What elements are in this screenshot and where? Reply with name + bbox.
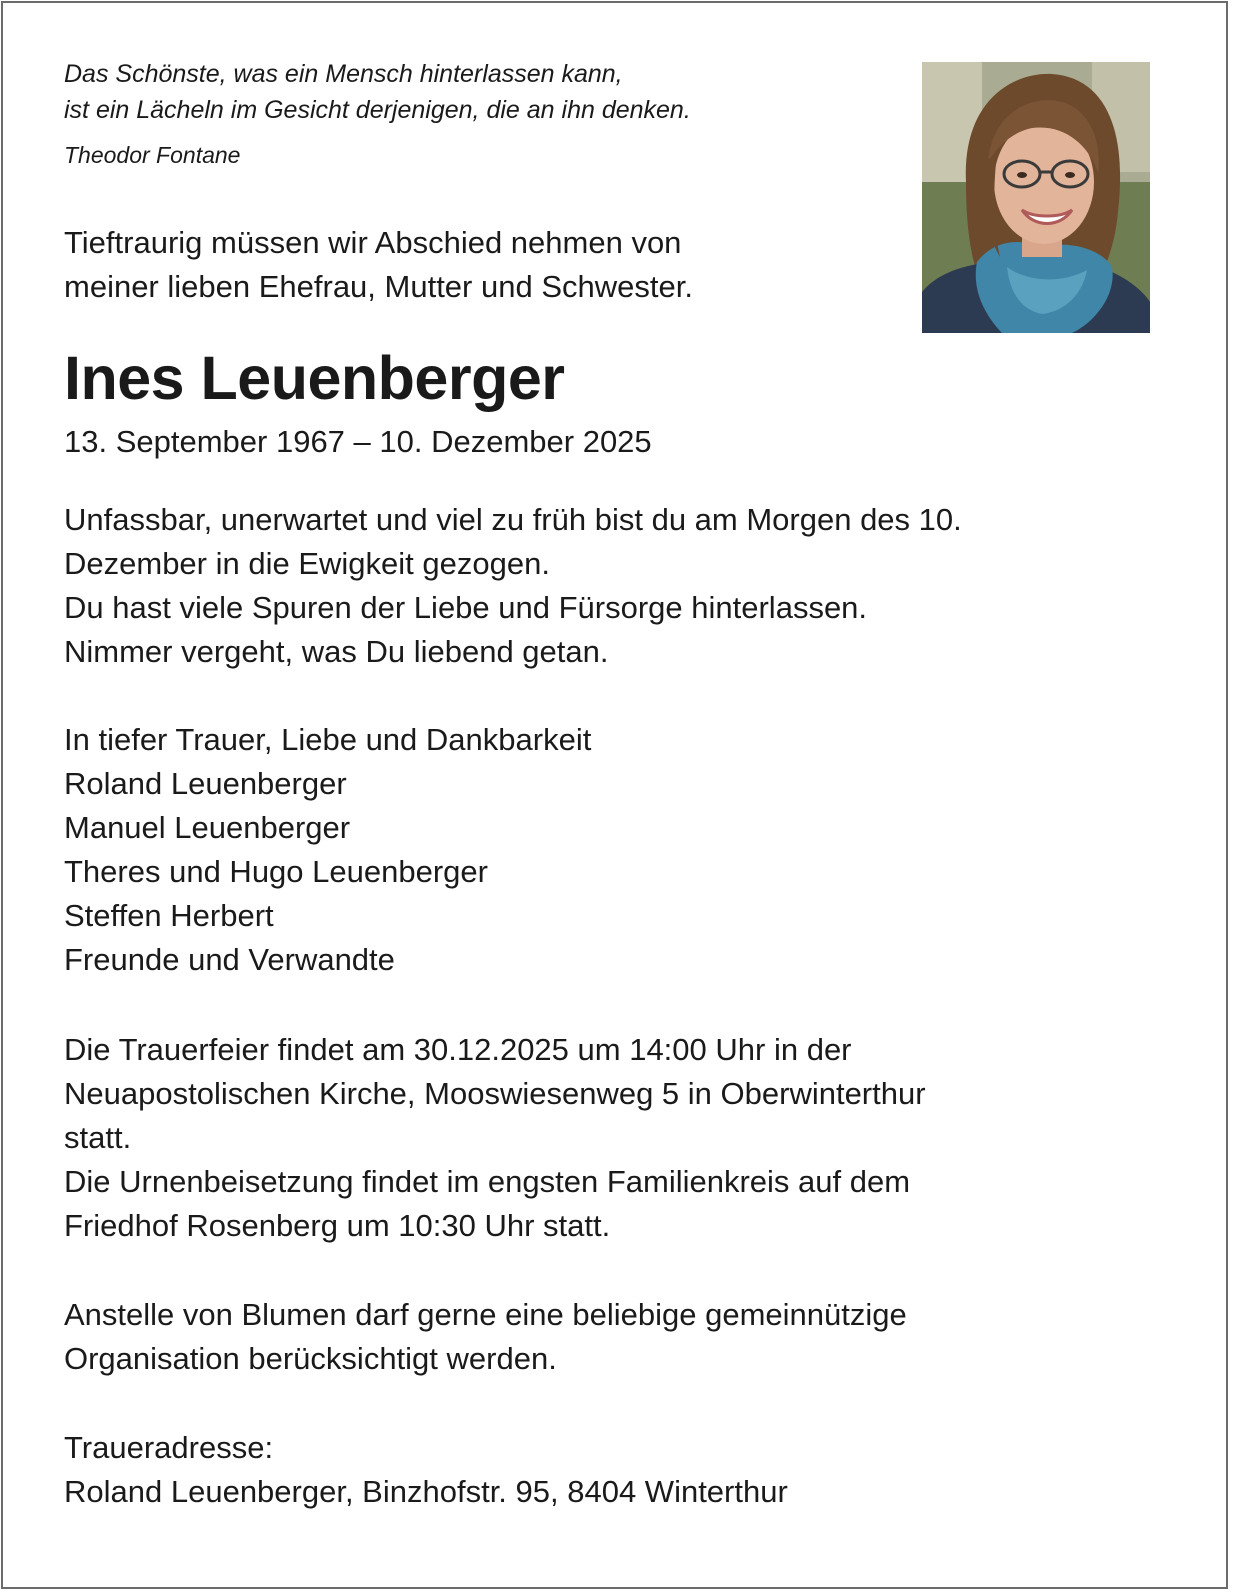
deceased-dates: 13. September 1967 – 10. Dezember 2025 (64, 424, 652, 459)
message-line-1: Unfassbar, unerwartet und viel zu früh bist du am Morgen des 10. (64, 502, 962, 537)
message-line-2: Dezember in die Ewigkeit gezogen. (64, 546, 550, 581)
ceremony-line-3: statt. (64, 1120, 132, 1155)
mourner-name: Freunde und Verwandte (64, 942, 395, 977)
address-label: Traueradresse: (64, 1430, 274, 1465)
mourner-name: Theres und Hugo Leuenberger (64, 854, 488, 889)
donation-line-2: Organisation berücksichtigt werden. (64, 1341, 557, 1376)
message-line-4: Nimmer vergeht, was Du liebend getan. (64, 634, 609, 669)
donation-line-1: Anstelle von Blumen darf gerne eine beliebige gemeinnützige (64, 1297, 907, 1332)
intro-line-1: Tieftraurig müssen wir Abschied nehmen von (64, 225, 682, 260)
ceremony-line-4: Die Urnenbeisetzung findet im engsten Familienkreis auf dem (64, 1164, 911, 1199)
address-value: Roland Leuenberger, Binzhofstr. 95, 8404 Winterthur (64, 1474, 788, 1509)
mourners-heading: In tiefer Trauer, Liebe und Dankbarkeit (64, 722, 592, 757)
ceremony-line-2: Neuapostolischen Kirche, Mooswiesenweg 5 in Oberwinterthur (64, 1076, 926, 1111)
ceremony-line-1: Die Trauerfeier findet am 30.12.2025 um 14:00 Uhr in der (64, 1032, 852, 1067)
portrait-illustration (922, 62, 1150, 333)
message-line-3: Du hast viele Spuren der Liebe und Fürsorge hinterlassen. (64, 590, 868, 625)
ceremony-line-5: Friedhof Rosenberg um 10:30 Uhr statt. (64, 1208, 611, 1243)
quote-author: Theodor Fontane (64, 142, 241, 168)
portrait-photo (922, 62, 1150, 333)
quote-line-2: ist ein Lächeln im Gesicht derjenigen, die an ihn denken. (64, 96, 691, 124)
mourner-name: Manuel Leuenberger (64, 810, 351, 845)
deceased-name: Ines Leuenberger (64, 344, 565, 412)
intro-line-2: meiner lieben Ehefrau, Mutter und Schwester. (64, 269, 693, 304)
quote-line-1: Das Schönste, was ein Mensch hinterlassen kann, (64, 60, 623, 88)
mourner-name: Roland Leuenberger (64, 766, 347, 801)
mourner-name: Steffen Herbert (64, 898, 274, 933)
